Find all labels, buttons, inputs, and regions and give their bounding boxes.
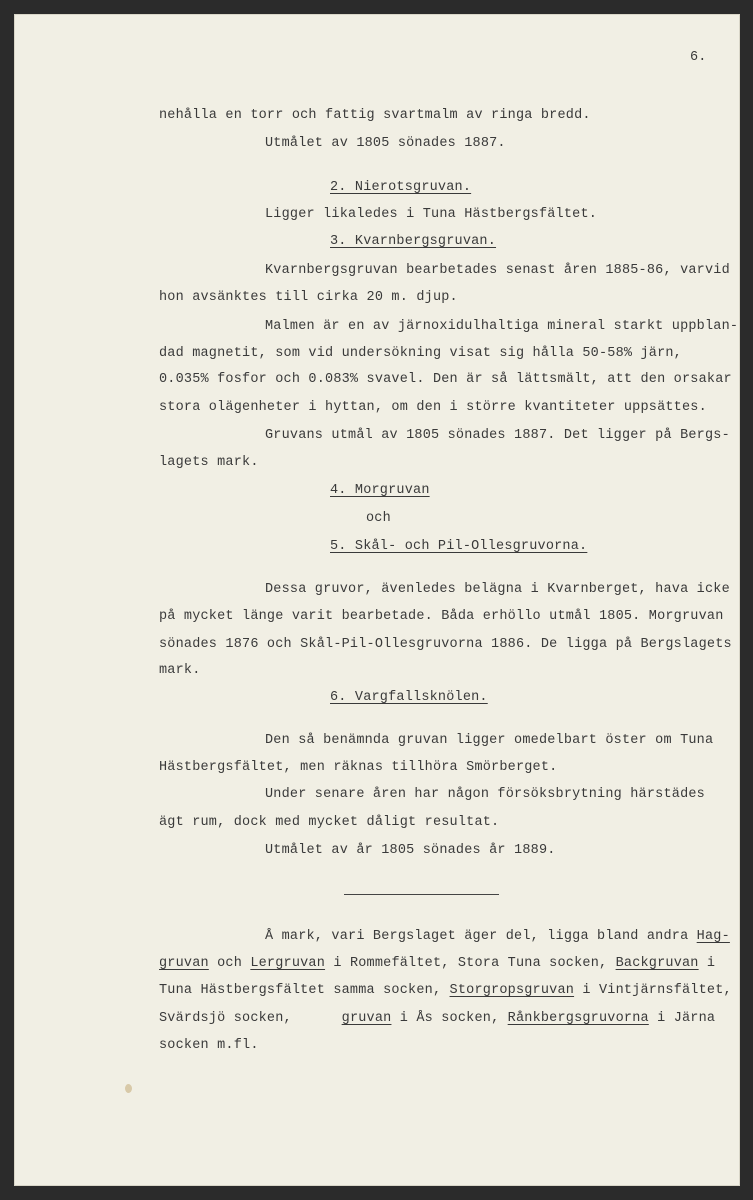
section-heading-vargfallsknolen: 6. Vargfallsknölen. bbox=[330, 690, 488, 705]
text-line bbox=[159, 956, 715, 972]
section-heading-morgruvan: 4. Morgruvan bbox=[330, 483, 430, 498]
page-number: 6. bbox=[690, 50, 707, 65]
mine-name-storgropsgruvan: Storgropsgruvan bbox=[449, 983, 575, 998]
text-line: Ligger likaledes i Tuna Hästbergsfältet. bbox=[265, 207, 598, 222]
text-line: Dessa gruvor, ävenledes belägna i Kvarnberget, hava icke bbox=[265, 582, 730, 597]
text-run: Svärdsjö socken, bbox=[159, 1011, 342, 1026]
text-line: ägt rum, dock med mycket dåligt resultat. bbox=[159, 815, 500, 830]
text-line: Malmen är en av järnoxidulhaltiga mineral starkt uppblan- bbox=[265, 319, 739, 334]
text-line bbox=[265, 929, 730, 945]
text-line: mark. bbox=[159, 663, 201, 678]
text-line: lagets mark. bbox=[159, 455, 259, 470]
mine-name-lergruvan: Lergruvan bbox=[250, 956, 326, 971]
text-run: i Rommefältet, Stora Tuna socken, bbox=[325, 956, 616, 971]
text-line: på mycket länge varit bearbetade. Båda erhöllo utmål 1805. Morgruvan bbox=[159, 609, 724, 624]
text-run: i bbox=[698, 956, 716, 971]
mine-name-haggruvan: gruvan bbox=[159, 956, 209, 971]
text-run: i Ås socken, bbox=[391, 1011, 508, 1026]
text-line: Utmålet av år 1805 sönades år 1889. bbox=[265, 843, 556, 858]
section-heading-skal-pil-ollesgruvorna: 5. Skål- och Pil-Ollesgruvorna. bbox=[330, 539, 588, 554]
text-run: och bbox=[208, 956, 251, 971]
mine-name-backgruvan: Backgruvan bbox=[615, 956, 699, 971]
mine-name-hag: Hag- bbox=[696, 929, 730, 944]
section-heading-nierotsgruvan: 2. Nierotsgruvan. bbox=[330, 180, 472, 195]
text-line: hon avsänktes till cirka 20 m. djup. bbox=[159, 290, 458, 305]
horizontal-divider bbox=[344, 894, 499, 895]
text-line: stora olägenheter i hyttan, om den i större kvantiteter uppsättes. bbox=[159, 400, 707, 415]
mine-name-rankbergsgruvorna: Rånkbergsgruvorna bbox=[507, 1011, 649, 1026]
text-line: Utmålet av 1805 sönades 1887. bbox=[265, 136, 506, 151]
mine-name-gruvan: gruvan bbox=[341, 1011, 392, 1026]
text-run: Å mark, vari Bergslaget äger del, ligga bland andra bbox=[265, 929, 697, 944]
text-line: Hästbergsfältet, men räknas tillhöra Smörberget. bbox=[159, 760, 558, 775]
section-heading-kvarnbergsgruvan: 3. Kvarnbergsgruvan. bbox=[330, 234, 497, 249]
text-line: sönades 1876 och Skål-Pil-Ollesgruvorna 1886. De ligga på Bergslagets bbox=[159, 637, 732, 652]
text-line: Gruvans utmål av 1805 sönades 1887. Det ligger på Bergs- bbox=[265, 428, 730, 443]
text-run: i Vintjärnsfältet, bbox=[574, 983, 732, 998]
document-page bbox=[14, 14, 740, 1186]
text-line: och bbox=[366, 511, 391, 526]
text-line: dad magnetit, som vid undersökning visat sig hålla 50-58% järn, bbox=[159, 346, 682, 361]
text-line: nehålla en torr och fattig svartmalm av ringa bredd. bbox=[159, 108, 591, 123]
text-line bbox=[159, 983, 732, 999]
text-line bbox=[159, 1011, 715, 1027]
text-line: Kvarnbergsgruvan bearbetades senast åren 1885-86, varvid bbox=[265, 263, 730, 278]
text-line: Under senare åren har någon försöksbrytning härstädes bbox=[265, 787, 705, 802]
text-line: 0.035% fosfor och 0.083% svavel. Den är så lättsmält, att den orsakar bbox=[159, 372, 732, 387]
paper-stain bbox=[125, 1084, 132, 1093]
text-run: i Järna bbox=[648, 1011, 716, 1026]
text-line: socken m.fl. bbox=[159, 1038, 259, 1053]
text-run: Tuna Hästbergsfältet samma socken, bbox=[159, 983, 450, 998]
text-line: Den så benämnda gruvan ligger omedelbart öster om Tuna bbox=[265, 733, 714, 748]
